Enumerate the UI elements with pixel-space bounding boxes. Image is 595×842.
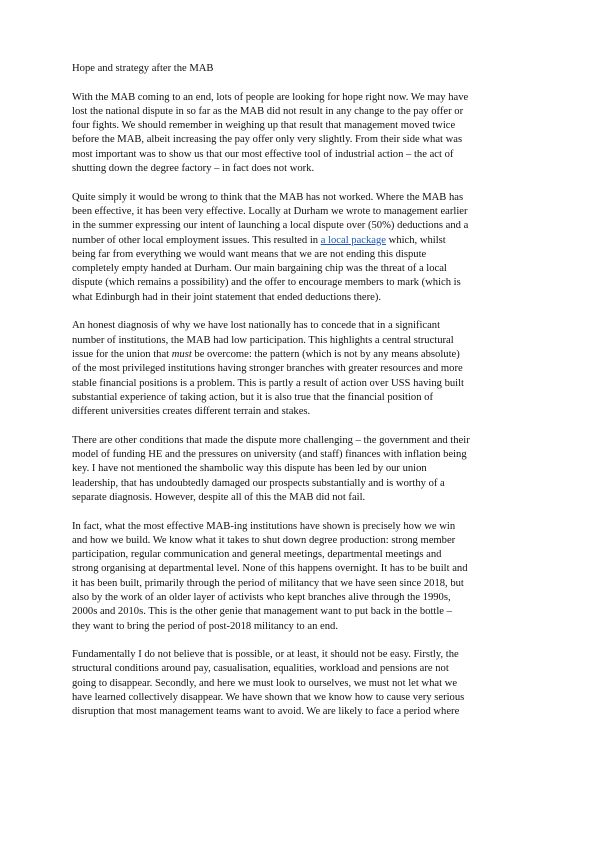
paragraph-line: key. I have not mentioned the shambolic way this dispute has been led by our union [72, 463, 427, 475]
paragraph-line: disruption that most management teams want to avoid. We are likely to face a period where [72, 706, 460, 718]
document-page [72, 62, 523, 734]
paragraph-line: what Edinburgh had in their joint statement that ended deductions there). [72, 291, 382, 303]
paragraph-line: There are other conditions that made the dispute more challenging – the government and their [72, 434, 470, 446]
line-text-after: which, whilst [386, 234, 446, 246]
paragraph [72, 434, 523, 505]
paragraph-line: and how we build. We know what it takes to shut down degree production: strong member [72, 534, 456, 546]
paragraph-line [72, 234, 523, 248]
paragraph-line: In fact, what the most effective MAB-ing institutions have shown is precisely how we win [72, 520, 456, 532]
paragraph [72, 91, 523, 177]
paragraph-line: it has been built, primarily through the period of militancy that we have seen since 2018, but [72, 577, 464, 589]
paragraph [72, 648, 523, 719]
line-text-before: number of other local employment issues. This resulted in [72, 234, 321, 246]
paragraph-line: before the MAB, albeit increasing the pay offer only very slightly. From their side what was [72, 134, 463, 146]
paragraph-line: structural conditions around pay, casualisation, equalities, workload and pensions are not [72, 663, 449, 675]
document-body [72, 91, 523, 720]
line-text-before: issue for the union that [72, 348, 172, 360]
paragraph-line [72, 348, 523, 362]
paragraph-line: of the most privileged institutions having stronger branches with greater resources and more [72, 363, 463, 375]
paragraph-line: participation, regular communication and general meetings, departmental meetings and [72, 549, 442, 561]
paragraph-line: been effective, it has been very effective. Locally at Durham we wrote to management earlier [72, 205, 468, 217]
emphasized-word: must [171, 348, 192, 360]
paragraph-line: stable financial positions is a problem. This is partly a result of action over USS having built [72, 377, 465, 389]
paragraph-line: Fundamentally I do not believe that is possible, or at least, it should not be easy. Firstly, the [72, 649, 459, 661]
paragraph-line: substantial experience of taking action, but it is also true that the financial position of [72, 391, 433, 403]
paragraph-line: With the MAB coming to an end, lots of people are looking for hope right now. We may have [72, 91, 469, 103]
local-package-link[interactable]: a local package [320, 234, 387, 246]
paragraph-line: different universities creates different terrain and stakes. [72, 406, 311, 418]
paragraph-line: lost the national dispute in so far as the MAB did not result in any change to the pay offer or [72, 105, 464, 117]
line-text-after: be overcome: the pattern (which is not by any means absolute) [191, 348, 460, 360]
paragraph-line: number of institutions, the MAB had low participation. This highlights a central structural [72, 334, 454, 346]
paragraph-line: Quite simply it would be wrong to think that the MAB has not worked. Where the MAB has [72, 191, 464, 203]
paragraph-line: strong organising at departmental level. None of this happens overnight. It has to be built and [72, 563, 468, 575]
paragraph-line: leadership, that has undoubtedly damaged our prospects substantially and is worthy of a [72, 477, 445, 489]
paragraph-line: have learned collectively disappear. We have shown that we know how to cause very serious [72, 692, 465, 704]
paragraph-line: shutting down the degree factory – in fact does not work. [72, 163, 315, 175]
paragraph-line: model of funding HE and the pressures on university (and staff) finances with inflation being [72, 449, 467, 461]
paragraph-line: being far from everything we would want means that we are not ending this dispute [72, 248, 427, 260]
paragraph-line: completely empty handed at Durham. Our main bargaining chip was the threat of a local [72, 263, 447, 275]
document-title: Hope and strategy after the MAB [72, 63, 214, 74]
paragraph-line: going to disappear. Secondly, and here we must look to ourselves, we must not let what we [72, 677, 458, 689]
paragraph-line: 2000s and 2010s. This is the other genie that management want to put back in the bottle – [72, 606, 452, 618]
paragraph [72, 520, 523, 634]
paragraph [72, 319, 523, 419]
paragraph-line: in the summer expressing our intent of launching a local dispute over (50%) deductions and a [72, 220, 469, 232]
paragraph-line: most important was to show us that our most effective tool of industrial action – the act of [72, 148, 454, 160]
paragraph [72, 191, 523, 305]
paragraph-line: they want to bring the period of post-2018 militancy to an end. [72, 620, 338, 632]
paragraph-line: dispute (which remains a possibility) and the offer to encourage members to mark (which is [72, 277, 461, 289]
paragraph-line: separate diagnosis. However, despite all of this the MAB did not fail. [72, 491, 366, 503]
paragraph-line: An honest diagnosis of why we have lost nationally has to concede that in a significant [72, 320, 441, 332]
paragraph-line: also by the work of an older layer of activists who kept branches alive through the 1990s, [72, 591, 451, 603]
paragraph-line: four fights. We should remember in weighing up that result that management moved twice [72, 120, 456, 132]
